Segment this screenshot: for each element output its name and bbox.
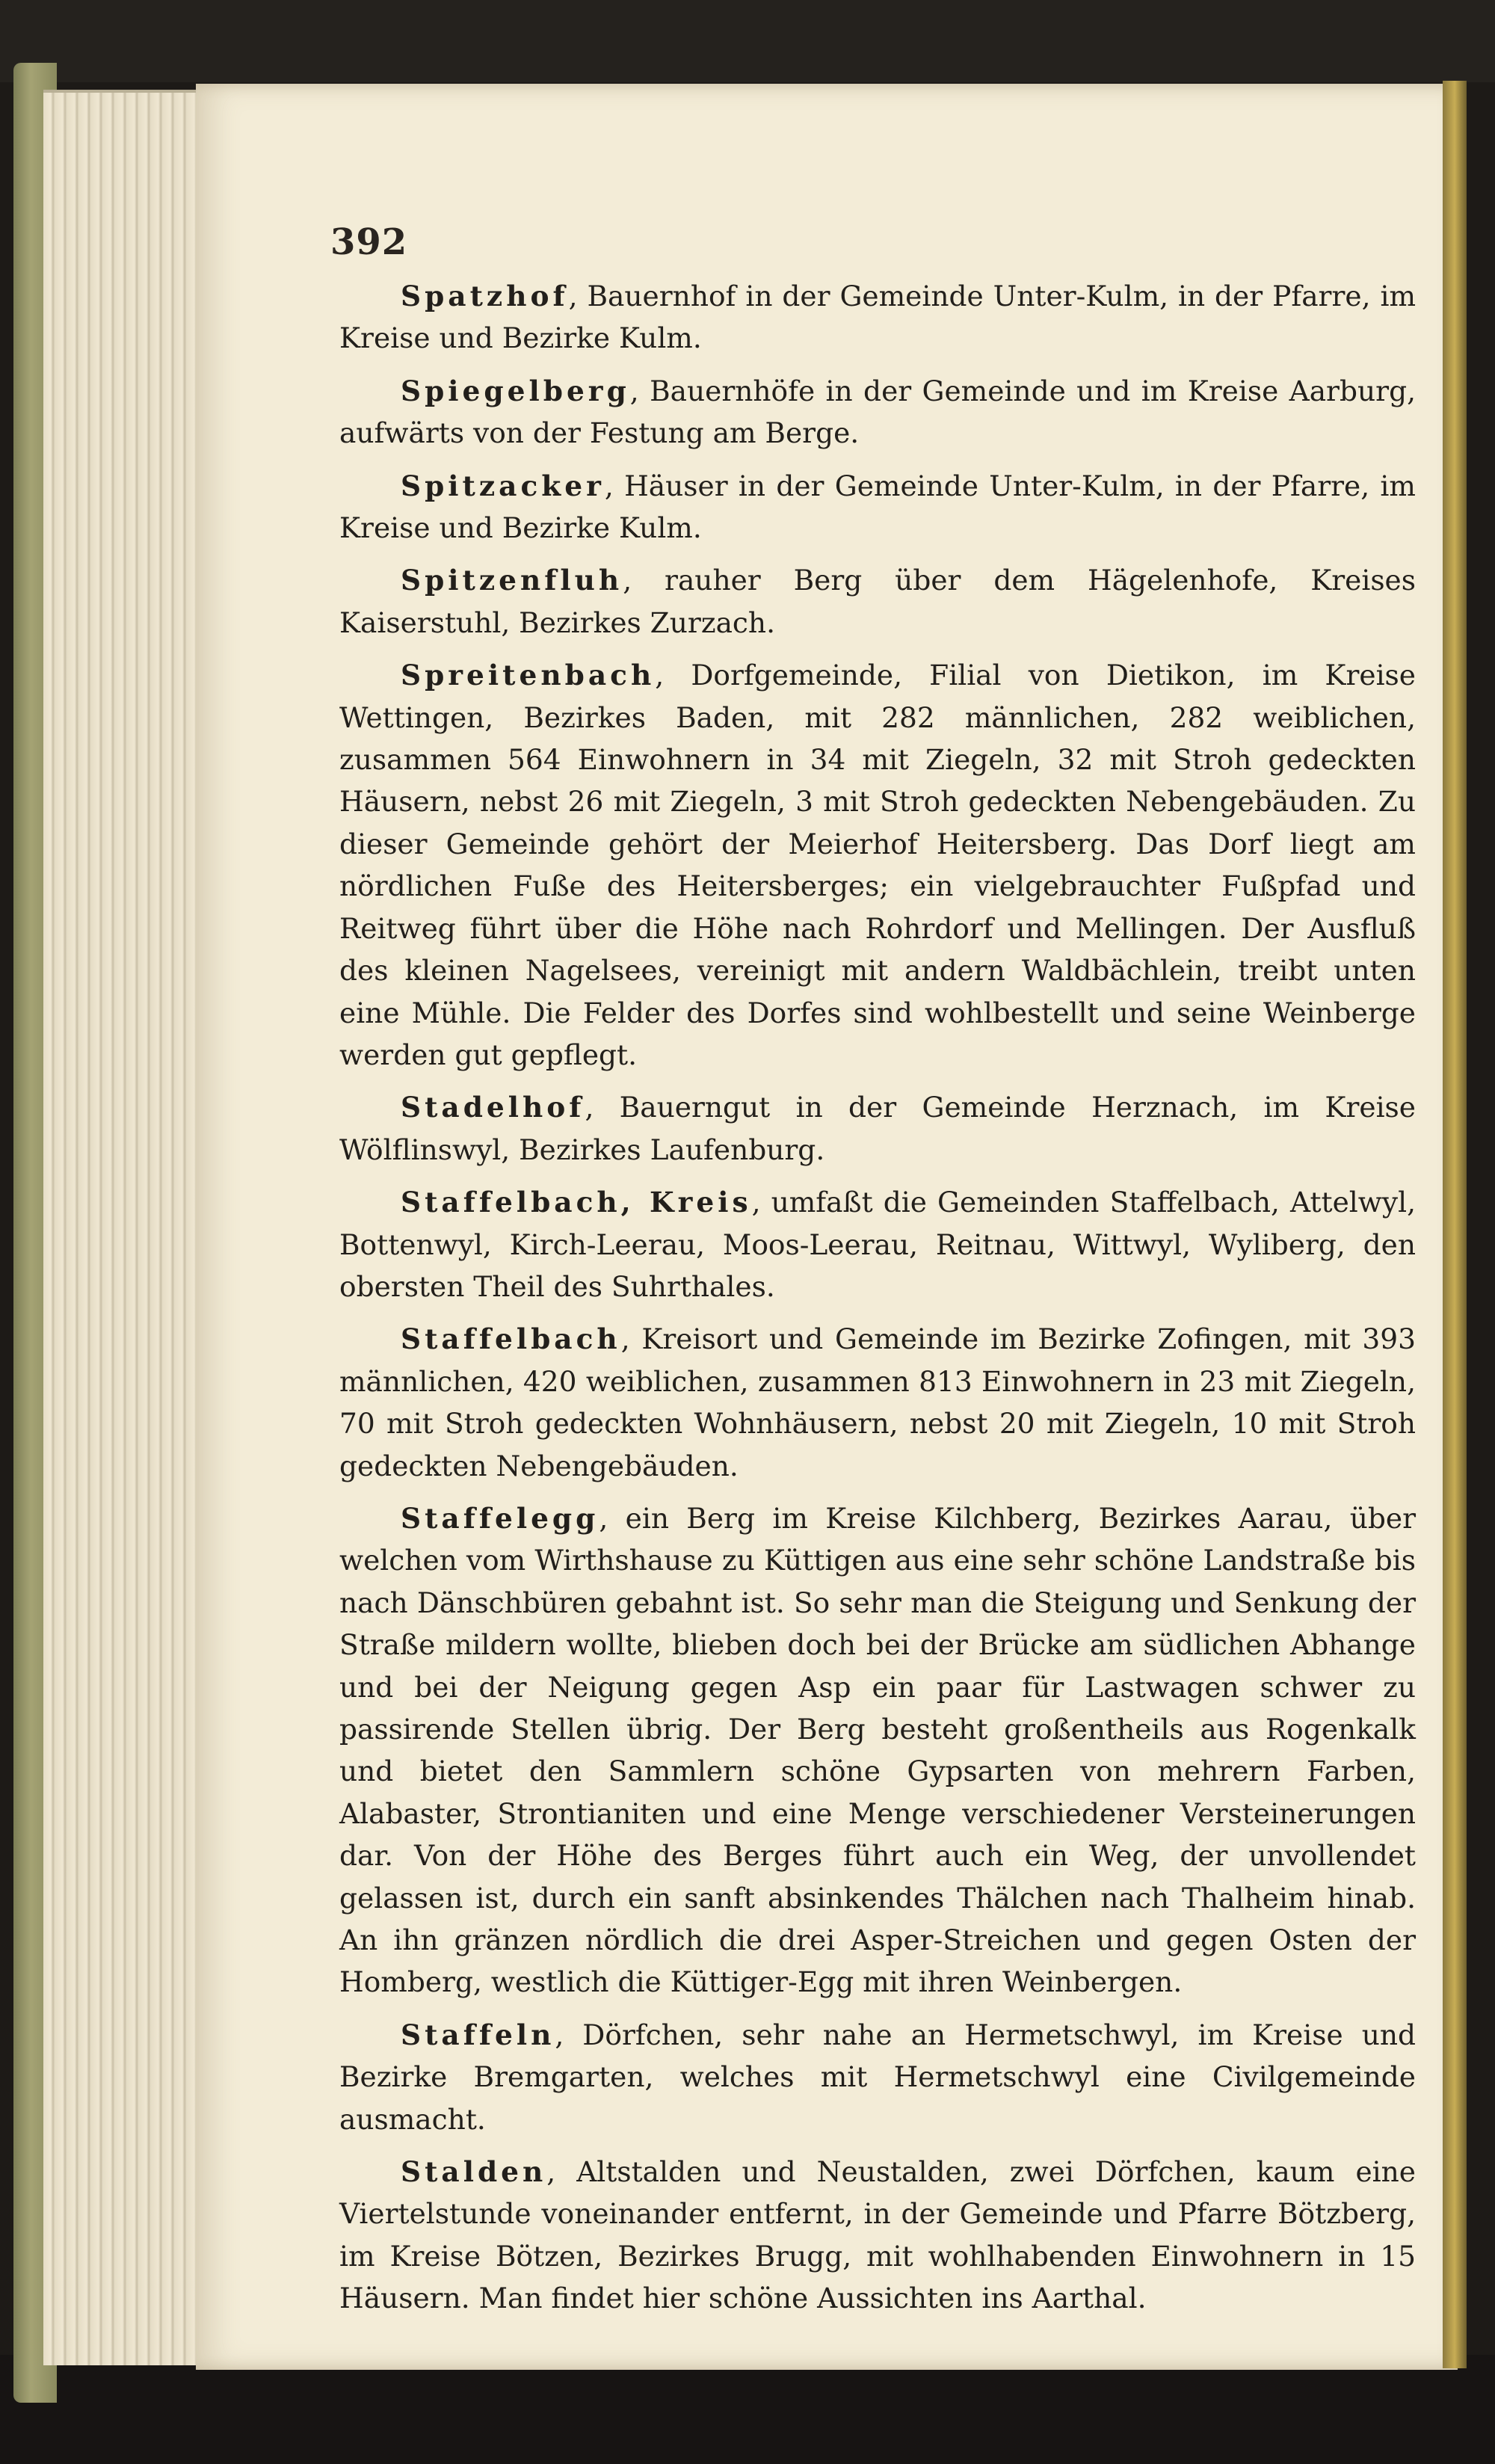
- background-top: [0, 0, 1495, 82]
- entry-staffelegg: [339, 1497, 1416, 2003]
- page-text-body: [339, 275, 1416, 2330]
- entry-text: , Dorfgemeinde, Filial von Dietikon, im Kreise Wettingen, Bezirkes Baden, mit 282 männlichen, 282 weiblichen, zusammen 564 Einwohnern in 34 mit Ziegeln, 32 mit Stroh gedeckten Häusern, nebst 26 mit Ziegeln, 3 mit Stroh gedeckten Nebengebäuden. Zu dieser Gemeinde gehört der Meierhof Heitersberg. Das Dorf liegt am nördlichen Fuße des Heitersberges; ein vielgebrauchter Fußpfad und Reitweg führt über die Höhe nach Rohrdorf und Mellingen. Der Ausfluß des kleinen Nagelsees, vereinigt mit andern Waldbächlein, treibt unten eine Mühle. Die Felder des Dorfes sind wohlbestellt und seine Weinberge werden gut gepflegt.: [339, 659, 1416, 1071]
- entry-spreitenbach: [339, 654, 1416, 1076]
- entry-text: , Bauernhöfe in der Gemeinde und im Kreise Aarburg, aufwärts von der Festung am Berge.: [339, 374, 1416, 450]
- entry-headword: Staffelbach: [401, 1322, 621, 1356]
- entry-headword: Stadelhof: [401, 1091, 585, 1124]
- entry-text: , umfaßt die Gemeinden Staffelbach, Attelwyl, Bottenwyl, Kirch-Leerau, Moos-Leerau, Reitnau, Wittwyl, Wyliberg, den obersten Theil des Suhrthales.: [339, 1186, 1416, 1303]
- entry-headword: Spreitenbach: [401, 659, 656, 692]
- entry-headword: Staffelbach, Kreis: [401, 1186, 752, 1219]
- entry-text: , Dörfchen, sehr nahe an Hermetschwyl, im Kreise und Bezirke Bremgarten, welches mit Hermetschwyl eine Civilgemeinde ausmacht.: [339, 2018, 1416, 2136]
- entry-text: , Altstalden und Neustalden, zwei Dörfchen, kaum eine Viertelstunde voneinander entfernt, in der Gemeinde und Pfarre Bötzberg, im Kreise Bötzen, Bezirkes Brugg, mit wohlhabenden Einwohnern in 15 Häusern. Man findet hier schöne Aussichten ins Aarthal.: [339, 2155, 1416, 2315]
- entry-headword: Spitzacker: [401, 469, 605, 502]
- entry-headword: Spiegelberg: [401, 374, 630, 407]
- entry-headword: Spitzenfluh: [401, 564, 623, 597]
- entry-staffelbach: [339, 1318, 1416, 1487]
- entry-text: , Häuser in der Gemeinde Unter-Kulm, in der Pfarre, im Kreise und Bezirke Kulm.: [339, 469, 1416, 545]
- entry-staffeln: [339, 2014, 1416, 2140]
- background-bottom: [0, 2355, 1495, 2464]
- entry-spitzacker: [339, 465, 1416, 549]
- page-stack-edge: [43, 90, 208, 2365]
- entry-text: , rauher Berg über dem Hägelenhofe, Kreises Kaiserstuhl, Bezirkes Zurzach.: [339, 564, 1416, 639]
- entry-text: , ein Berg im Kreise Kilchberg, Bezirkes Aarau, über welchen vom Wirthshause zu Küttigen aus eine sehr schöne Landstraße bis nach Dänschbüren gebahnt ist. So sehr man die Steigung und Senkung der Straße mildern wollte, blieben doch bei der Brücke am südlichen Abhange und bei der Neigung gegen Asp ein paar für Lastwagen schwer zu passirende Stellen übrig. Der Berg besteht großentheils aus Rogenkalk und bietet den Sammlern schöne Gypsarten von mehrern Farben, Alabaster, Strontianiten und eine Menge verschiedener Versteinerungen dar. Von der Höhe des Berges führt auch ein Weg, der unvollendet gelassen ist, durch ein sanft absinkendes Thälchen nach Thalheim hinab. An ihn gränzen nördlich die drei Asper-Streichen und gegen Osten der Homberg, westlich die Küttiger-Egg mit ihren Weinbergen.: [339, 1501, 1416, 1999]
- entry-headword: Staffelegg: [401, 1501, 599, 1535]
- entry-spiegelberg: [339, 370, 1416, 455]
- entry-spitzenfluh: [339, 559, 1416, 644]
- entry-staffelbach-kreis: [339, 1181, 1416, 1308]
- entry-stadelhof: [339, 1086, 1416, 1171]
- page-number: 392: [330, 221, 408, 263]
- entry-text: , Kreisort und Gemeinde im Bezirke Zofingen, mit 393 männlichen, 420 weiblichen, zusammen 813 Einwohnern in 23 mit Ziegeln, 70 mit Stroh gedeckten Wohnhäusern, nebst 20 mit Ziegeln, 10 mit Stroh gedeckten Nebengebäuden.: [339, 1322, 1416, 1482]
- entry-spatzhof: [339, 275, 1416, 360]
- entry-headword: Staffeln: [401, 2018, 555, 2051]
- gilt-page-edge: [1443, 81, 1467, 2368]
- entry-headword: Stalden: [401, 2155, 547, 2189]
- entry-stalden: [339, 2151, 1416, 2320]
- entry-text: , Bauernhof in der Gemeinde Unter-Kulm, in der Pfarre, im Kreise und Bezirke Kulm.: [339, 280, 1416, 355]
- entry-text: , Bauerngut in der Gemeinde Herznach, im Kreise Wölflinswyl, Bezirkes Laufenburg.: [339, 1091, 1416, 1166]
- entry-headword: Spatzhof: [401, 280, 569, 312]
